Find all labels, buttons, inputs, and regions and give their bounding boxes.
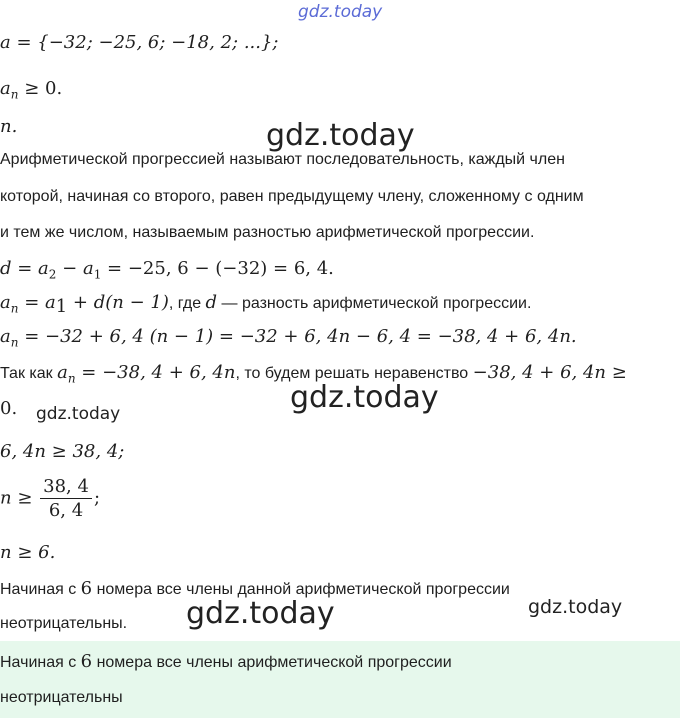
condition-line: $a_n \ge 0$.: [0, 78, 63, 102]
watermark-large: gdz.today: [290, 380, 439, 415]
step2-line: [0, 476, 100, 521]
since-line: Так как $a_n = -38$, 4 + 6, 4n, то будем решать неравенство −38, 4 + 6, 4n ≥: [0, 362, 627, 386]
step1-line: 6, 4n ≥ 38, 4;: [0, 441, 125, 462]
watermark-top: gdz.today: [298, 2, 383, 22]
conclusion-text-b: номера все члены данной арифметической прогрессии: [92, 581, 510, 598]
sequence-line: a = {−32; −25, 6; −18, 2; ...};: [0, 32, 279, 53]
fraction-denominator: 6, 4: [48, 500, 84, 521]
definition-line-3: и тем же числом, называемым разностью арифметической прогрессии.: [0, 224, 535, 241]
zero-line: 0.: [0, 398, 18, 419]
watermark-large: gdz.today: [186, 596, 335, 631]
fraction-numerator: 38, 4: [40, 476, 92, 499]
answer-text-a: Начиная с: [0, 654, 81, 671]
watermark-large: gdz.today: [266, 118, 415, 153]
difference-line: $d = a_2 - a_1 = -25$, 6 − (−32) = 6, 4.: [0, 258, 334, 282]
condition-text: ≥ 0.: [24, 78, 63, 99]
step3-line: n ≥ 6.: [0, 542, 56, 563]
formula-line: $a_n = a_1 + d(n - 1)$, где d — разность арифметической прогрессии.: [0, 292, 532, 318]
watermark-small: gdz.today: [36, 404, 121, 424]
conclusion-line-2: неотрицательны.: [0, 615, 128, 632]
since-text-a: Так как: [0, 365, 58, 382]
since-math: = −38, 4 + 6, 4n: [75, 362, 236, 383]
difference-end: = −25, 6 − (−32) = 6, 4.: [101, 258, 334, 279]
conclusion-number: 6: [80, 578, 93, 599]
fraction: [40, 476, 92, 521]
an-calculation: = −32 + 6, 4 (n − 1) = −32 + 6, 4n − 6, 4 = −38, 4 + 6, 4n.: [18, 326, 577, 347]
an-calculation-line: $a_n = -32 + 6$, 4 (n − 1) = −32 + 6, 4n − 6, 4 = −38, 4 + 6, 4n.: [0, 326, 577, 350]
step2-tail: ;: [93, 487, 101, 509]
answer-number: 6: [80, 651, 93, 672]
answer-line-2: неотрицательны: [0, 689, 123, 706]
formula-b: + d(n − 1): [67, 292, 169, 313]
difference-start: d = a: [0, 258, 49, 279]
formula-text: , где: [168, 295, 206, 312]
n-label: n.: [0, 116, 18, 137]
definition-line-2: которой, начиная со второго, равен предыдущему члену, сложенному с одним: [0, 188, 584, 205]
formula-a: = a: [18, 292, 56, 313]
definition-line-1: Арифметической прогрессией называют последовательность, каждый член: [0, 151, 565, 168]
answer-box: [0, 641, 680, 718]
since-inequality: −38, 4 + 6, 4n ≥: [472, 362, 627, 383]
answer-line-1: [0, 651, 452, 672]
formula-d: d: [205, 292, 218, 313]
difference-mid: − a: [56, 258, 94, 279]
since-text-b: , то будем решать неравенство: [235, 365, 473, 382]
conclusion-text-a: Начиная с: [0, 581, 81, 598]
answer-text-b: номера все члены арифметической прогрессии: [92, 654, 452, 671]
step2-left: n ≥: [0, 487, 33, 509]
conclusion-line-1: [0, 578, 510, 599]
watermark-small: gdz.today: [528, 596, 623, 618]
formula-tail: — разность арифметической прогрессии.: [217, 295, 532, 312]
